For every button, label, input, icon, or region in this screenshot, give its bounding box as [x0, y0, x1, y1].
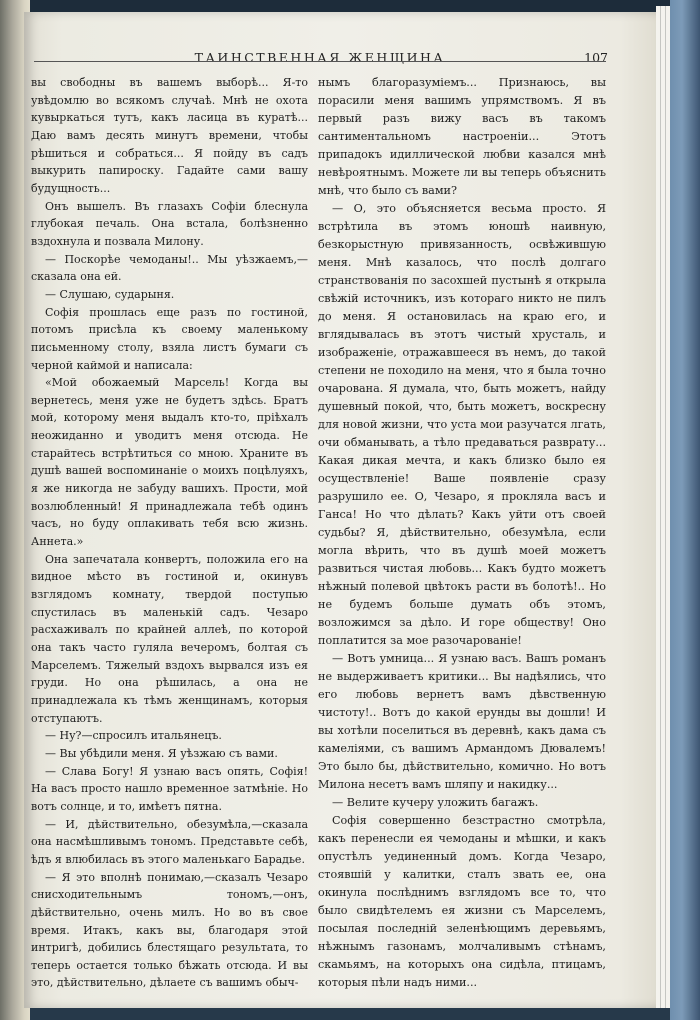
paragraph: — О, это объясняется весьма просто. Я встрѣтила въ этомъ юношѣ наивную, безкорыстную привязанность, освѣжившую меня. Мнѣ казалось, что послѣ долгаго странствованія по засохшей пустынѣ я открыла свѣжій источникъ, изъ котораго никто не пилъ до меня. Я остановилась на краю его, и вглядывалась въ этотъ чистый хрусталь, и изображеніе, отражавшееся въ немъ, до такой степени не походило на меня, что я была точно очарована. Я думала, что, быть можетъ, найду душевный покой, что, быть можетъ, воскресну для новой жизни, что уста мои разучатся лгать, очи обманывать, а тѣло предаваться разврату... Какая дикая мечта, и какъ близко было ея осуществленіе! Ваше появленіе сразу разрушило ее. О, Чезаро, я прокляла васъ и Ганса! Но что дѣлать? Какъ уйти отъ своей судьбы? Я, дѣйствительно, обезумѣла, если могла вѣрить, что въ душѣ моей можетъ развиться чистая любовь... Какъ будто можетъ нѣжный полевой цвѣтокъ расти въ болотѣ!.. Но не будемъ больше думать объ этомъ, возложимся за дѣло. И горе обществу! Оно поплатится за мое разочарованіе!: [318, 202, 606, 647]
paragraph: Она запечатала конвертъ, положила его на видное мѣсто въ гостиной и, окинувъ взглядомъ комнату, твердой поступью спустилась въ маленькій садъ. Чезаро расхаживалъ по крайней аллеѣ, по которой она такъ часто гуляла вечеромъ, болтая съ Марселемъ. Тяжелый вздохъ вырвался изъ ея груди. Но она рѣшилась, а она не принадлежала къ тѣмъ женщинамъ, которыя отступаютъ.: [31, 552, 308, 725]
running-title: ТАИНСТВЕННАЯ ЖЕНЩИНА: [194, 50, 446, 65]
paragraph: нымъ благоразуміемъ... Признаюсь, вы порасили меня вашимъ упрямствомъ. Я въ первый разъ вижу васъ въ такомъ сантиментальномъ настроеніи... Этотъ припадокъ идиллической любви казался мнѣ невѣроятнымъ. Можете ли вы теперь объяснить мнѣ, что было съ вами?: [318, 76, 606, 197]
header-rule: [34, 61, 606, 62]
paragraph: — Слушаю, сударыня.: [45, 287, 175, 301]
paragraph: — Вотъ умница... Я узнаю васъ. Вашъ романъ не выдерживаетъ критики... Вы надѣялись, что его любовь вернетъ вамъ дѣвственную чистоту!.. Вотъ до какой ерунды вы дошли! И вы хотѣли поселиться въ деревнѣ, какъ дама съ камеліями, съ вашимъ Армандомъ Дювалемъ! Это было бы, дѣйствительно, комично. Но вотъ Милона несетъ вамъ шляпу и накидку...: [318, 652, 606, 791]
paragraph: — Я это вполнѣ понимаю,—сказалъ Чезаро снисходительнымъ тономъ,—онъ, дѣйствительно, очень милъ. Но во въ свое время. Итакъ, какъ вы, благодаря этой интригѣ, добились блестящаго результата, то теперь остается только бѣжать отсюда. И вы это, дѣйствительно, дѣлаете съ вашимъ обыч-: [31, 870, 308, 990]
paragraph: — Ну?—спросилъ итальянецъ.: [45, 729, 222, 743]
paragraph: — И, дѣйствительно, обезумѣла,—сказала она насмѣшливымъ тономъ. Представьте себѣ, ѣдъ я влюбилась въ этого маленькаго Барадье.: [31, 817, 308, 866]
paragraph: «Мой обожаемый Марсель! Когда вы вернетесь, меня уже не будетъ здѣсь. Братъ мой, которому меня выдалъ кто-то, пріѣхалъ неожиданно и уводитъ меня отсюда. Не старайтесь встрѣтиться со мною. Храните въ душѣ вашей воспоминаніе о моихъ поцѣлуяхъ, я же никогда не забуду вашихъ. Прости, мой возлюбленный! Я принадлежала тебѣ одинъ часъ, но буду оплакивать тебя всю жизнь. Аннета.»: [31, 376, 308, 549]
paragraph: — Поскорѣе чемоданы!.. Мы уѣзжаемъ,— сказала она ей.: [31, 252, 308, 284]
text-column-right: [318, 74, 606, 992]
paragraph: вы свободны въ вашемъ выборѣ... Я-то увѣдомлю во всякомъ случаѣ. Мнѣ не охота кувыркаться тутъ, какъ ласица въ куратѣ... Даю вамъ десять минутъ времени, чтобы рѣшиться и собраться... Я пойду въ садъ выкурить папироску. Гадайте сами вашу будущность...: [31, 76, 308, 195]
text-column-left: [31, 74, 308, 992]
paragraph: — Велите кучеру уложить багажъ.: [332, 796, 539, 809]
book-cover-edge: [670, 0, 700, 1020]
paragraph: — Слава Богу! Я узнаю васъ опять, Софія! На васъ просто нашло временное затмѣніе. Но вотъ солнце, и то, имѣетъ пятна.: [31, 764, 308, 813]
page-number: 107: [584, 50, 608, 65]
paragraph: — Вы убѣдили меня. Я уѣзжаю съ вами.: [45, 746, 278, 760]
paragraph: Софія прошлась еще разъ по гостиной, потомъ присѣла къ своему маленькому письменному столу, взяла листъ бумаги съ черной каймой и написала:: [31, 305, 308, 372]
paragraph: Софія совершенно безстрастно смотрѣла, какъ перенесли ея чемоданы и мѣшки, и какъ опустѣлъ уединенный домъ. Когда Чезаро, стоявшій у калитки, сталъ звать ее, она окинула послѣднимъ взглядомъ все то, что было свидѣтелемъ ея жизни съ Марселемъ, посылая последній зеленѣющимъ деревьямъ, нѣжнымъ газонамъ, молчаливымъ стѣнамъ, скамьямъ, на которыхъ она сидѣла, птицамъ, которыя пѣли надъ ними...: [318, 814, 606, 989]
paragraph: Онъ вышелъ. Въ глазахъ Софіи блеснула глубокая печаль. Она встала, болѣзненно вздохнула и позвала Милону.: [31, 199, 308, 248]
